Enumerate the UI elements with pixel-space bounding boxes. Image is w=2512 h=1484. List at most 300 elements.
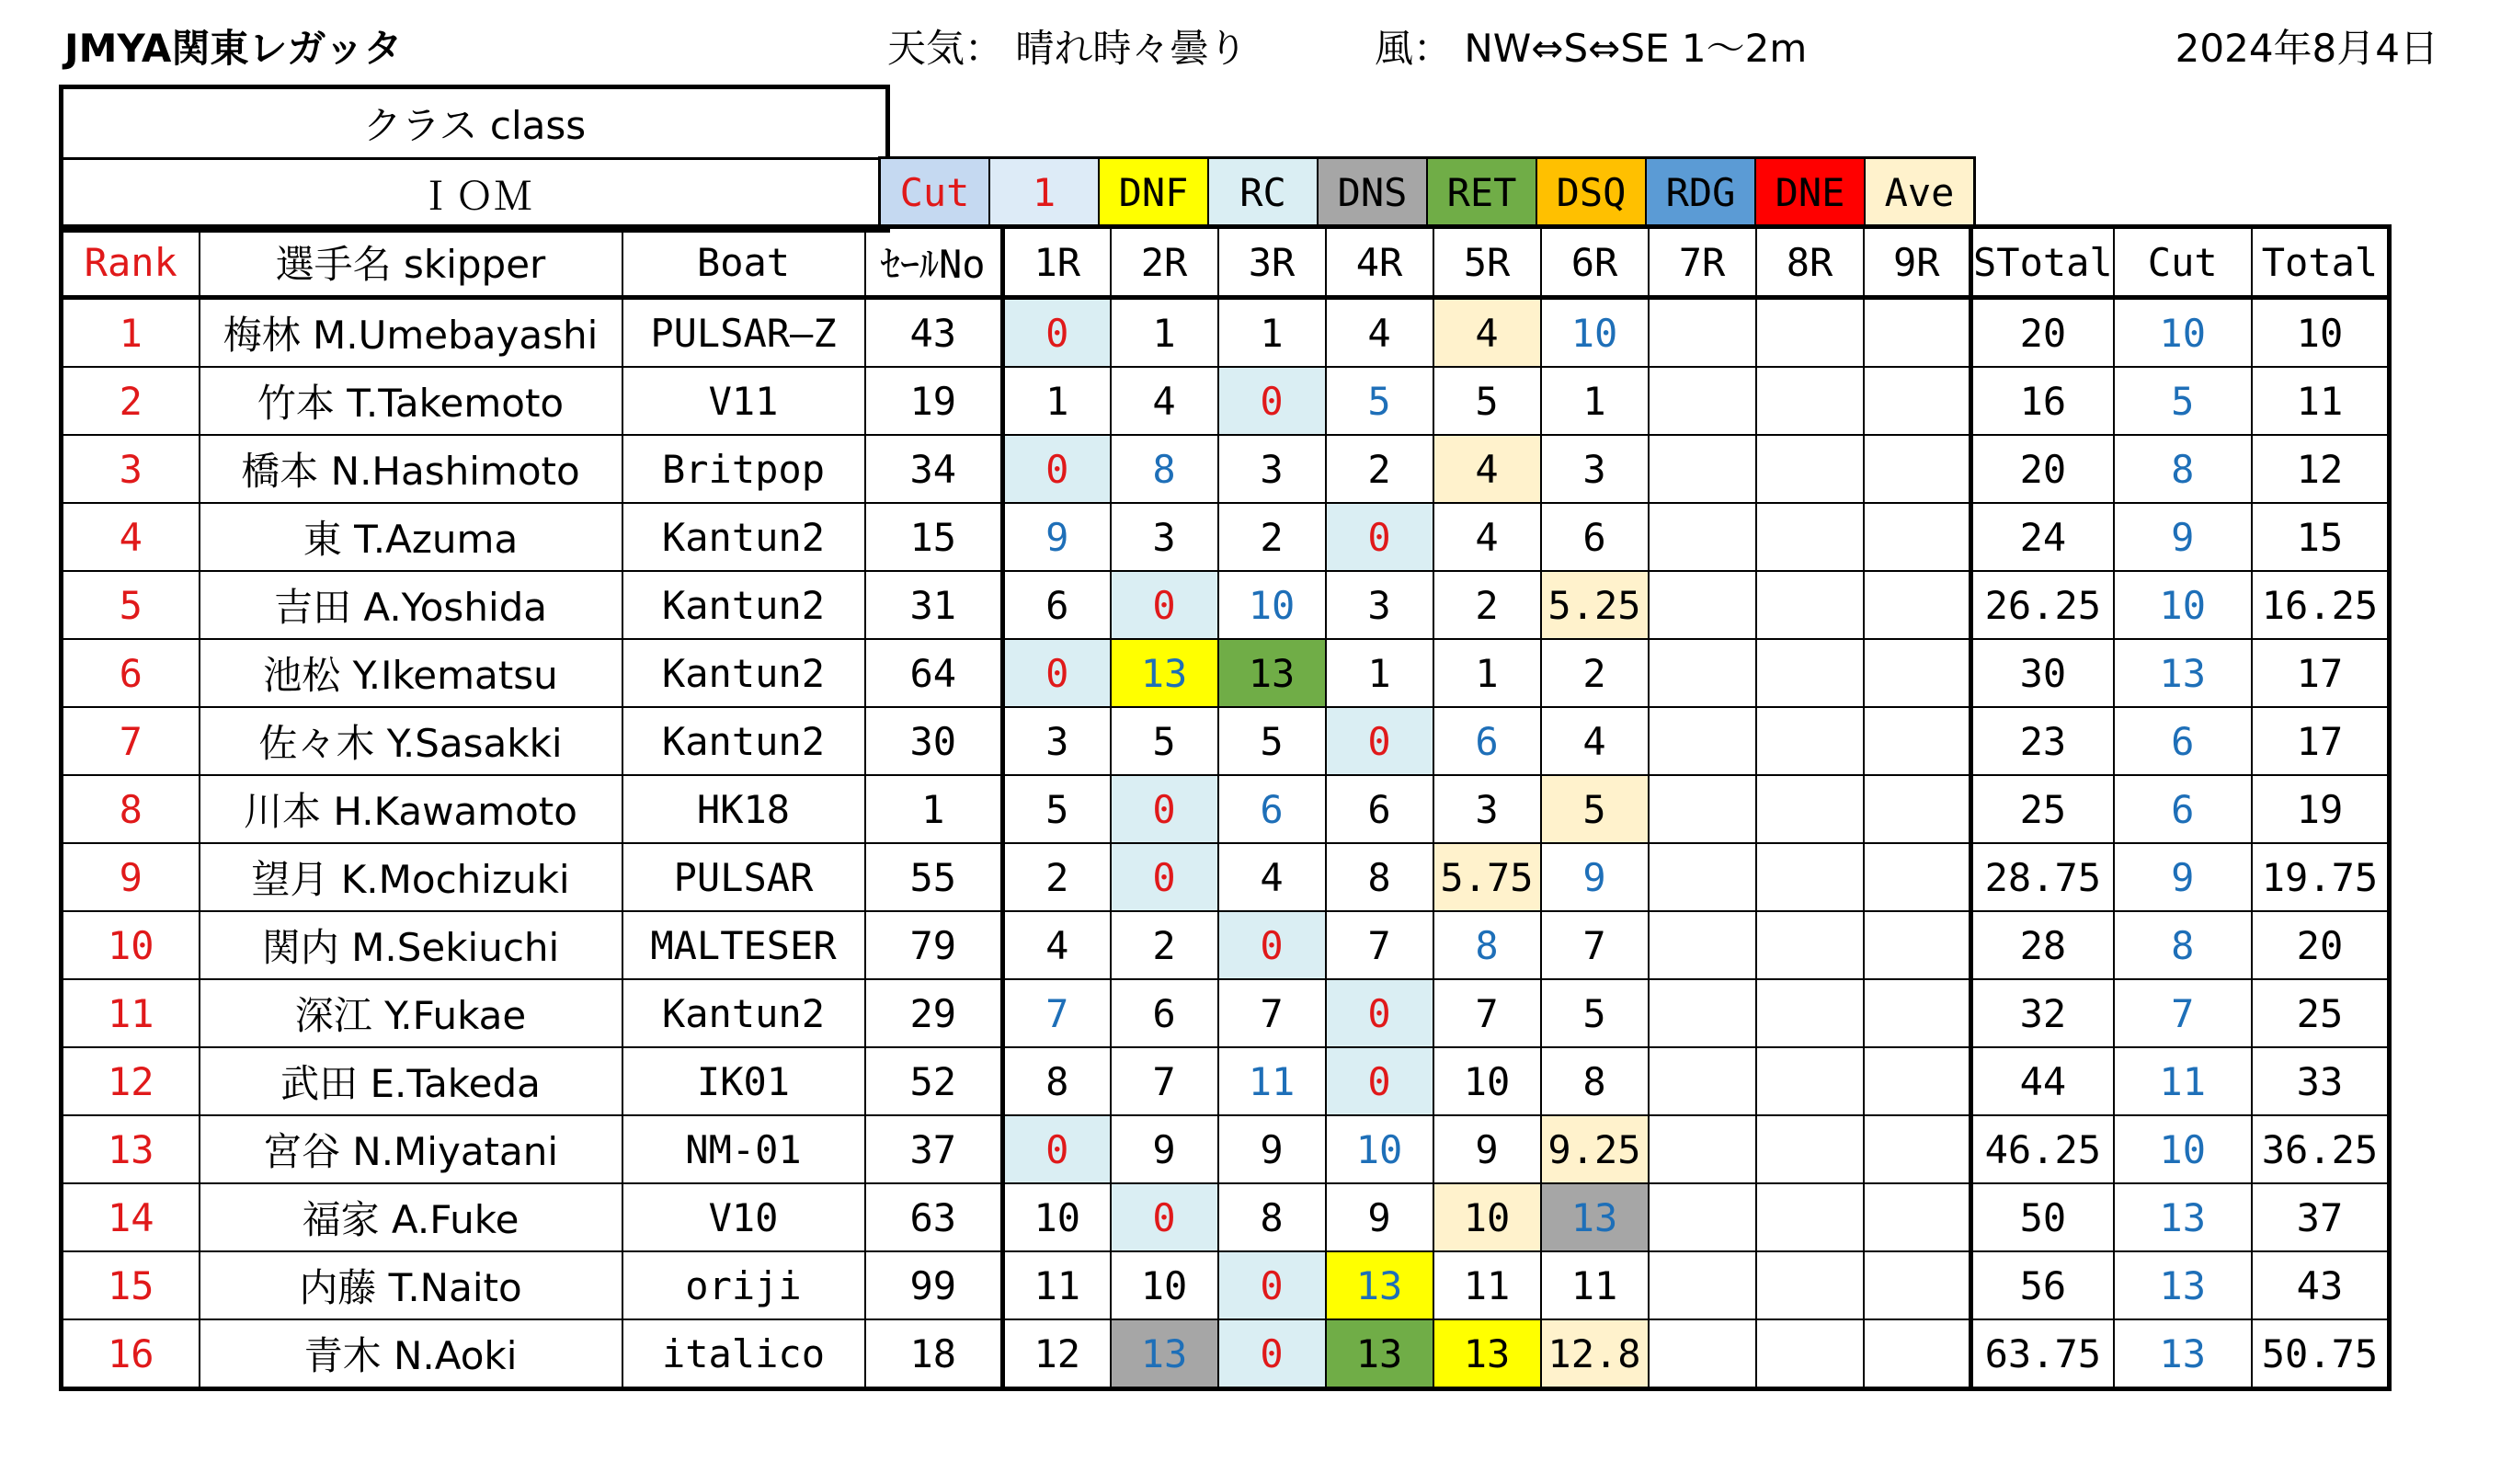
stotal-cell: 28.75 (1971, 843, 2114, 911)
stotal-cell: 30 (1971, 639, 2114, 707)
total-cell: 25 (2252, 979, 2390, 1047)
race-score-cell: 0 (1111, 843, 1218, 911)
race-score-cell (1756, 1047, 1864, 1115)
cut-cell: 5 (2114, 367, 2252, 435)
boat-cell: HK18 (622, 775, 865, 843)
race-score-cell: 10 (1433, 1183, 1541, 1251)
skipper-cell: 竹本 T.Takemoto (200, 367, 622, 435)
race-score-cell: 2 (1003, 843, 1111, 911)
race-score-cell (1649, 1047, 1756, 1115)
race-score-cell: 11 (1218, 1047, 1326, 1115)
stotal-cell: 20 (1971, 298, 2114, 368)
race-score-cell (1756, 1319, 1864, 1389)
race-score-cell (1864, 639, 1971, 707)
cut-cell: 10 (2114, 571, 2252, 639)
sail-number-cell: 1 (865, 775, 1003, 843)
total-cell: 17 (2252, 639, 2390, 707)
race-score-cell: 5 (1541, 775, 1649, 843)
cut-cell: 6 (2114, 707, 2252, 775)
race-score-cell (1649, 298, 1756, 368)
race-score-cell (1649, 911, 1756, 979)
rank-cell: 16 (62, 1319, 200, 1389)
race-score-cell: 8 (1541, 1047, 1649, 1115)
race-score-cell (1864, 1319, 1971, 1389)
race-score-cell: 9 (1003, 503, 1111, 571)
sail-number-cell: 43 (865, 298, 1003, 368)
race-score-cell: 12.8 (1541, 1319, 1649, 1389)
skipper-cell: 橋本 N.Hashimoto (200, 435, 622, 503)
race-score-cell (1649, 1115, 1756, 1183)
race-score-cell: 13 (1111, 1319, 1218, 1389)
race-score-cell: 5 (1541, 979, 1649, 1047)
race-score-cell: 5 (1326, 367, 1433, 435)
race-score-cell: 13 (1326, 1251, 1433, 1319)
regatta-date: 2024年8月4日 (2175, 26, 2438, 71)
column-header: 選手名 skipper (200, 227, 622, 298)
race-score-cell: 0 (1326, 1047, 1433, 1115)
rank-cell: 2 (62, 367, 200, 435)
race-score-cell (1756, 435, 1864, 503)
table-row (62, 1319, 2390, 1389)
cut-cell: 13 (2114, 1251, 2252, 1319)
stotal-cell: 56 (1971, 1251, 2114, 1319)
stotal-cell: 44 (1971, 1047, 2114, 1115)
race-score-cell: 1 (1326, 639, 1433, 707)
cut-cell: 10 (2114, 298, 2252, 368)
race-score-cell (1756, 1251, 1864, 1319)
race-score-cell (1864, 707, 1971, 775)
race-score-cell: 9 (1541, 843, 1649, 911)
wind-info: 風： NW⇔S⇔SE 1～2m (1375, 26, 1808, 71)
race-score-cell: 9.25 (1541, 1115, 1649, 1183)
legend-1: 1 (990, 159, 1100, 226)
sail-number-cell: 55 (865, 843, 1003, 911)
race-score-cell (1756, 707, 1864, 775)
race-score-cell (1649, 707, 1756, 775)
total-cell: 10 (2252, 298, 2390, 368)
stotal-cell: 32 (1971, 979, 2114, 1047)
skipper-cell: 東 T.Azuma (200, 503, 622, 571)
rank-cell: 6 (62, 639, 200, 707)
race-score-cell: 10 (1433, 1047, 1541, 1115)
race-score-cell: 0 (1111, 775, 1218, 843)
race-score-cell: 0 (1218, 1319, 1326, 1389)
race-score-cell (1864, 1047, 1971, 1115)
score-code-legend (878, 156, 1976, 226)
rank-cell: 3 (62, 435, 200, 503)
race-score-cell: 6 (1541, 503, 1649, 571)
rank-cell: 12 (62, 1047, 200, 1115)
sail-number-cell: 63 (865, 1183, 1003, 1251)
race-score-cell: 10 (1541, 298, 1649, 368)
boat-cell: Kantun2 (622, 707, 865, 775)
race-score-cell (1756, 367, 1864, 435)
race-score-cell: 4 (1433, 503, 1541, 571)
rank-cell: 10 (62, 911, 200, 979)
column-header: STotal (1971, 227, 2114, 298)
race-score-cell (1756, 979, 1864, 1047)
race-score-cell (1864, 1115, 1971, 1183)
stotal-cell: 26.25 (1971, 571, 2114, 639)
boat-cell: NM-01 (622, 1115, 865, 1183)
race-score-cell: 1 (1218, 298, 1326, 368)
sail-number-cell: 29 (865, 979, 1003, 1047)
race-score-cell: 2 (1433, 571, 1541, 639)
race-score-cell: 9 (1433, 1115, 1541, 1183)
race-score-cell: 7 (1433, 979, 1541, 1047)
class-value: ＩＯＭ (63, 157, 885, 228)
race-score-cell (1756, 639, 1864, 707)
race-score-cell (1864, 571, 1971, 639)
table-row (62, 298, 2390, 368)
sail-number-cell: 15 (865, 503, 1003, 571)
skipper-cell: 吉田 A.Yoshida (200, 571, 622, 639)
stotal-cell: 23 (1971, 707, 2114, 775)
race-score-cell (1649, 1319, 1756, 1389)
skipper-cell: 福家 A.Fuke (200, 1183, 622, 1251)
race-score-cell: 7 (1326, 911, 1433, 979)
race-score-cell: 0 (1326, 979, 1433, 1047)
stotal-cell: 20 (1971, 435, 2114, 503)
stotal-cell: 46.25 (1971, 1115, 2114, 1183)
column-header: Rank (62, 227, 200, 298)
race-score-cell: 13 (1218, 639, 1326, 707)
race-score-cell (1864, 1183, 1971, 1251)
race-score-cell (1864, 435, 1971, 503)
cut-cell: 8 (2114, 911, 2252, 979)
race-score-cell: 8 (1326, 843, 1433, 911)
race-score-cell: 10 (1111, 1251, 1218, 1319)
race-score-cell: 5.75 (1433, 843, 1541, 911)
race-score-cell: 13 (1433, 1319, 1541, 1389)
table-row (62, 571, 2390, 639)
race-score-cell: 7 (1541, 911, 1649, 979)
table-row (62, 1115, 2390, 1183)
race-score-cell: 8 (1433, 911, 1541, 979)
table-row (62, 979, 2390, 1047)
race-score-cell: 5.25 (1541, 571, 1649, 639)
rank-cell: 14 (62, 1183, 200, 1251)
race-score-cell (1864, 298, 1971, 368)
legend-ave: Ave (1866, 159, 1973, 226)
race-score-cell: 3 (1326, 571, 1433, 639)
race-score-cell: 2 (1111, 911, 1218, 979)
skipper-cell: 望月 K.Mochizuki (200, 843, 622, 911)
legend-ret: RET (1428, 159, 1537, 226)
skipper-cell: 川本 H.Kawamoto (200, 775, 622, 843)
total-cell: 19.75 (2252, 843, 2390, 911)
stotal-cell: 50 (1971, 1183, 2114, 1251)
race-score-cell: 10 (1218, 571, 1326, 639)
cut-cell: 8 (2114, 435, 2252, 503)
sail-number-cell: 64 (865, 639, 1003, 707)
race-score-cell: 6 (1218, 775, 1326, 843)
sail-number-cell: 52 (865, 1047, 1003, 1115)
race-score-cell: 13 (1541, 1183, 1649, 1251)
column-header: 9R (1864, 227, 1971, 298)
race-score-cell (1649, 503, 1756, 571)
table-row (62, 775, 2390, 843)
boat-cell: V10 (622, 1183, 865, 1251)
race-score-cell: 1 (1433, 639, 1541, 707)
race-score-cell: 7 (1003, 979, 1111, 1047)
skipper-cell: 関内 M.Sekiuchi (200, 911, 622, 979)
legend-dsq: DSQ (1537, 159, 1647, 226)
cut-cell: 7 (2114, 979, 2252, 1047)
race-score-cell (1864, 367, 1971, 435)
race-score-cell: 0 (1326, 707, 1433, 775)
column-header: Boat (622, 227, 865, 298)
total-cell: 36.25 (2252, 1115, 2390, 1183)
race-score-cell: 4 (1433, 435, 1541, 503)
boat-cell: Kantun2 (622, 571, 865, 639)
cut-cell: 13 (2114, 639, 2252, 707)
total-cell: 50.75 (2252, 1319, 2390, 1389)
race-score-cell: 0 (1003, 639, 1111, 707)
race-score-cell: 8 (1111, 435, 1218, 503)
race-score-cell (1756, 911, 1864, 979)
legend-dne: DNE (1756, 159, 1866, 226)
race-score-cell: 3 (1218, 435, 1326, 503)
stotal-cell: 63.75 (1971, 1319, 2114, 1389)
race-score-cell (1864, 911, 1971, 979)
rank-cell: 1 (62, 298, 200, 368)
race-score-cell: 5 (1003, 775, 1111, 843)
column-header: 1R (1003, 227, 1111, 298)
race-score-cell (1756, 571, 1864, 639)
rank-cell: 15 (62, 1251, 200, 1319)
table-row (62, 843, 2390, 911)
legend-rc: RC (1209, 159, 1319, 226)
boat-cell: oriji (622, 1251, 865, 1319)
race-score-cell (1756, 843, 1864, 911)
boat-cell: PULSAR (622, 843, 865, 911)
total-cell: 17 (2252, 707, 2390, 775)
cut-cell: 9 (2114, 843, 2252, 911)
race-score-cell (1649, 1183, 1756, 1251)
total-cell: 12 (2252, 435, 2390, 503)
weather-info: 天気： 晴れ時々曇り (887, 26, 1248, 71)
race-score-cell: 4 (1541, 707, 1649, 775)
race-score-cell (1649, 639, 1756, 707)
race-score-cell: 4 (1218, 843, 1326, 911)
race-score-cell: 12 (1003, 1319, 1111, 1389)
race-score-cell (1756, 503, 1864, 571)
results-table (59, 224, 2392, 1391)
table-row (62, 707, 2390, 775)
boat-cell: Kantun2 (622, 639, 865, 707)
race-score-cell: 13 (1326, 1319, 1433, 1389)
boat-cell: PULSAR—Z (622, 298, 865, 368)
skipper-cell: 青木 N.Aoki (200, 1319, 622, 1389)
column-header: 3R (1218, 227, 1326, 298)
race-score-cell (1649, 1251, 1756, 1319)
race-score-cell: 5 (1111, 707, 1218, 775)
total-cell: 43 (2252, 1251, 2390, 1319)
race-score-cell: 6 (1326, 775, 1433, 843)
race-score-cell: 2 (1541, 639, 1649, 707)
race-score-cell: 6 (1111, 979, 1218, 1047)
rank-cell: 8 (62, 775, 200, 843)
race-score-cell: 6 (1433, 707, 1541, 775)
skipper-cell: 深江 Y.Fukae (200, 979, 622, 1047)
race-score-cell: 2 (1326, 435, 1433, 503)
column-header: 2R (1111, 227, 1218, 298)
rank-cell: 9 (62, 843, 200, 911)
column-header: Total (2252, 227, 2390, 298)
race-score-cell: 10 (1003, 1183, 1111, 1251)
race-score-cell: 3 (1433, 775, 1541, 843)
race-score-cell (1649, 775, 1756, 843)
race-score-cell: 0 (1003, 435, 1111, 503)
race-score-cell (1864, 979, 1971, 1047)
sail-number-cell: 37 (865, 1115, 1003, 1183)
race-score-cell: 1 (1111, 298, 1218, 368)
cut-cell: 11 (2114, 1047, 2252, 1115)
race-score-cell (1756, 1183, 1864, 1251)
race-score-cell: 10 (1326, 1115, 1433, 1183)
column-header: Cut (2114, 227, 2252, 298)
cut-cell: 13 (2114, 1183, 2252, 1251)
race-score-cell: 13 (1111, 639, 1218, 707)
race-score-cell: 0 (1218, 367, 1326, 435)
table-row (62, 435, 2390, 503)
race-score-cell: 0 (1326, 503, 1433, 571)
race-score-cell: 1 (1003, 367, 1111, 435)
stotal-cell: 25 (1971, 775, 2114, 843)
table-row (62, 639, 2390, 707)
race-score-cell: 4 (1003, 911, 1111, 979)
table-row (62, 1047, 2390, 1115)
boat-cell: Kantun2 (622, 503, 865, 571)
race-score-cell (1649, 367, 1756, 435)
rank-cell: 4 (62, 503, 200, 571)
race-score-cell: 4 (1111, 367, 1218, 435)
skipper-cell: 武田 E.Takeda (200, 1047, 622, 1115)
race-score-cell (1649, 571, 1756, 639)
race-score-cell: 0 (1218, 1251, 1326, 1319)
table-row (62, 1251, 2390, 1319)
skipper-cell: 宮谷 N.Miyatani (200, 1115, 622, 1183)
sail-number-cell: 18 (865, 1319, 1003, 1389)
cut-cell: 13 (2114, 1319, 2252, 1389)
table-row (62, 1183, 2390, 1251)
rank-cell: 11 (62, 979, 200, 1047)
race-score-cell: 9 (1218, 1115, 1326, 1183)
race-score-cell (1864, 775, 1971, 843)
boat-cell: MALTESER (622, 911, 865, 979)
race-score-cell: 3 (1003, 707, 1111, 775)
race-score-cell (1649, 435, 1756, 503)
column-header: 5R (1433, 227, 1541, 298)
race-score-cell: 4 (1433, 298, 1541, 368)
race-score-cell: 11 (1541, 1251, 1649, 1319)
race-score-cell: 1 (1541, 367, 1649, 435)
cut-cell: 6 (2114, 775, 2252, 843)
race-score-cell: 3 (1111, 503, 1218, 571)
rank-cell: 13 (62, 1115, 200, 1183)
race-score-cell: 3 (1541, 435, 1649, 503)
race-score-cell: 9 (1326, 1183, 1433, 1251)
column-header: ｾｰﾙNo (865, 227, 1003, 298)
boat-cell: V11 (622, 367, 865, 435)
legend-dnf: DNF (1100, 159, 1209, 226)
stotal-cell: 24 (1971, 503, 2114, 571)
boat-cell: italico (622, 1319, 865, 1389)
column-header: 7R (1649, 227, 1756, 298)
legend-rdg: RDG (1647, 159, 1756, 226)
sail-number-cell: 34 (865, 435, 1003, 503)
rank-cell: 5 (62, 571, 200, 639)
column-header: 4R (1326, 227, 1433, 298)
table-row (62, 911, 2390, 979)
legend-cut: Cut (881, 159, 990, 226)
race-score-cell: 5 (1218, 707, 1326, 775)
sail-number-cell: 30 (865, 707, 1003, 775)
class-label: クラス class (362, 103, 587, 148)
boat-cell: IK01 (622, 1047, 865, 1115)
total-cell: 37 (2252, 1183, 2390, 1251)
table-row (62, 367, 2390, 435)
race-score-cell (1649, 843, 1756, 911)
rank-cell: 7 (62, 707, 200, 775)
race-score-cell: 8 (1218, 1183, 1326, 1251)
boat-cell: Kantun2 (622, 979, 865, 1047)
race-score-cell (1756, 298, 1864, 368)
race-score-cell: 0 (1111, 1183, 1218, 1251)
boat-cell: Britpop (622, 435, 865, 503)
race-score-cell: 11 (1003, 1251, 1111, 1319)
skipper-cell: 梅林 M.Umebayashi (200, 298, 622, 368)
race-score-cell: 6 (1003, 571, 1111, 639)
race-score-cell (1864, 843, 1971, 911)
race-score-cell: 4 (1326, 298, 1433, 368)
cut-cell: 9 (2114, 503, 2252, 571)
table-row (62, 503, 2390, 571)
race-score-cell: 5 (1433, 367, 1541, 435)
race-score-cell: 7 (1111, 1047, 1218, 1115)
race-score-cell: 8 (1003, 1047, 1111, 1115)
cut-cell: 10 (2114, 1115, 2252, 1183)
skipper-cell: 内藤 T.Naito (200, 1251, 622, 1319)
race-score-cell (1649, 979, 1756, 1047)
race-score-cell: 0 (1003, 1115, 1111, 1183)
total-cell: 11 (2252, 367, 2390, 435)
class-box (59, 85, 890, 233)
total-cell: 20 (2252, 911, 2390, 979)
column-header: 8R (1756, 227, 1864, 298)
race-score-cell (1864, 1251, 1971, 1319)
skipper-cell: 池松 Y.Ikematsu (200, 639, 622, 707)
legend-dns: DNS (1319, 159, 1428, 226)
sail-number-cell: 31 (865, 571, 1003, 639)
race-score-cell: 9 (1111, 1115, 1218, 1183)
total-cell: 19 (2252, 775, 2390, 843)
regatta-title: JMYA関東レガッタ (64, 26, 403, 71)
total-cell: 33 (2252, 1047, 2390, 1115)
total-cell: 16.25 (2252, 571, 2390, 639)
skipper-cell: 佐々木 Y.Sasakki (200, 707, 622, 775)
race-score-cell: 0 (1218, 911, 1326, 979)
race-score-cell: 2 (1218, 503, 1326, 571)
column-header: 6R (1541, 227, 1649, 298)
stotal-cell: 28 (1971, 911, 2114, 979)
race-score-cell: 7 (1218, 979, 1326, 1047)
race-score-cell (1756, 1115, 1864, 1183)
race-score-cell: 0 (1111, 571, 1218, 639)
sail-number-cell: 79 (865, 911, 1003, 979)
total-cell: 15 (2252, 503, 2390, 571)
